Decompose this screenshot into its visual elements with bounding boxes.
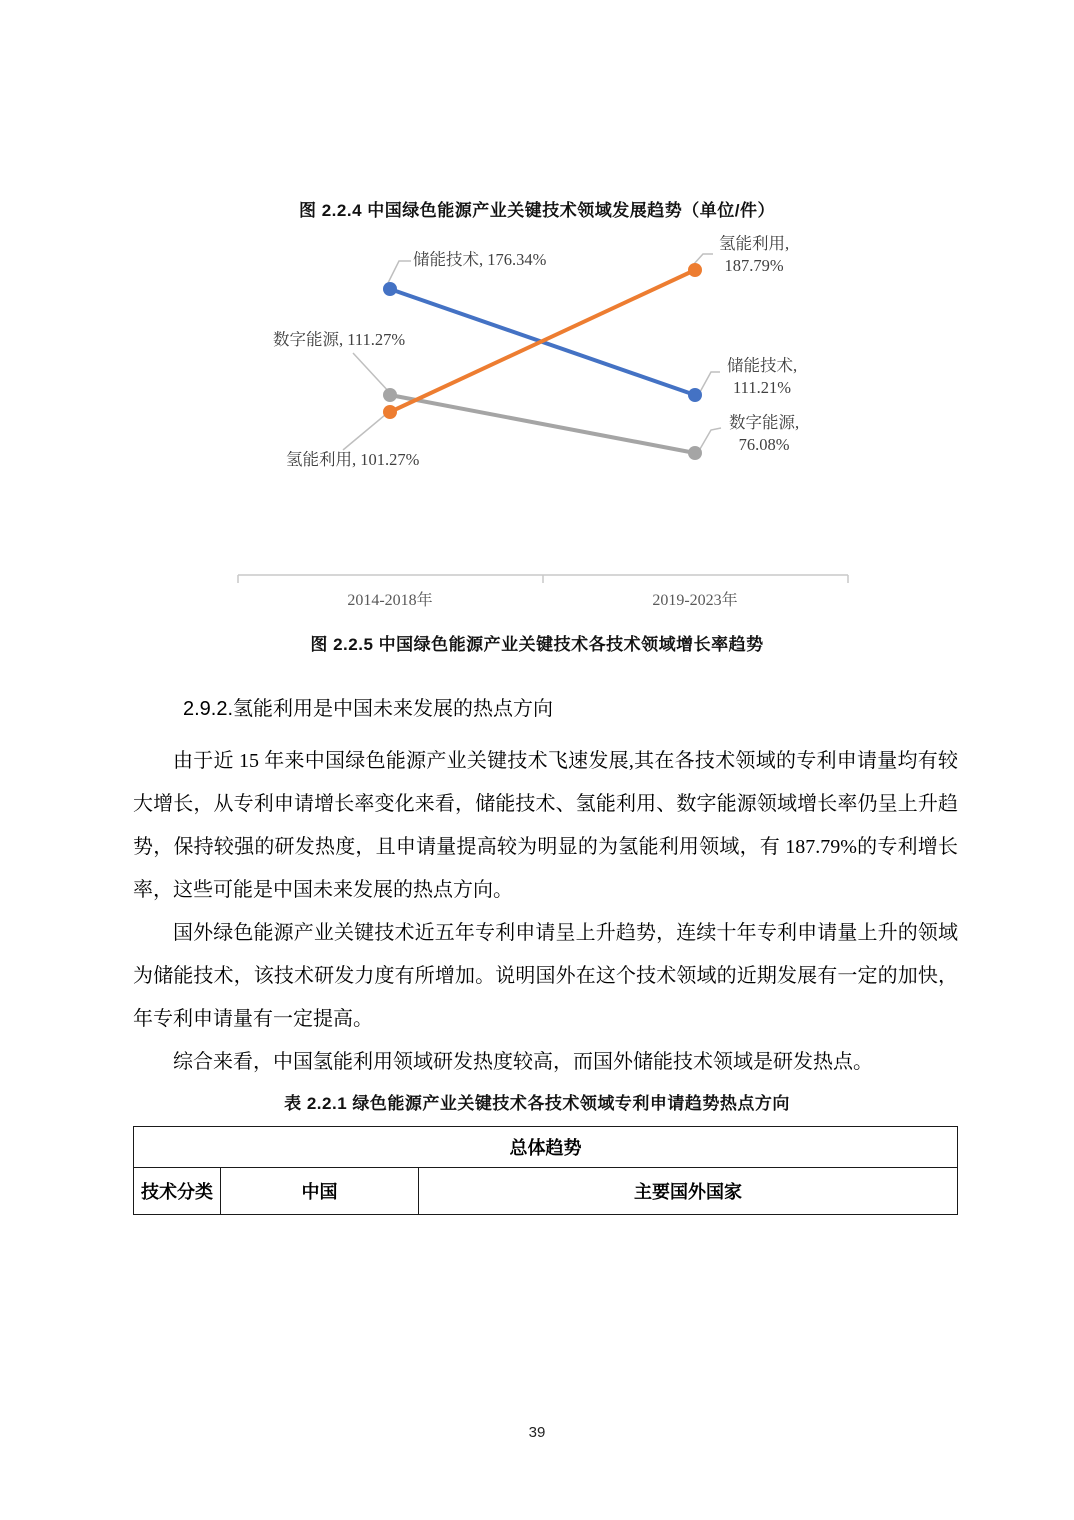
series-marker-数字能源 [383, 388, 397, 402]
series-marker-储能技术 [688, 388, 702, 402]
data-label-storage-2019-name: 储能技术, [726, 356, 798, 375]
figure-224-caption: 图 2.2.4 中国绿色能源产业关键技术领域发展趋势（单位/件） [299, 201, 775, 220]
growth-trend-chart [133, 233, 958, 633]
data-label-storage-2019 [706, 355, 818, 399]
x-axis-label-2014-2018: 2014-2018年 [347, 592, 433, 609]
table-221-caption: 表 2.2.1 绿色能源产业关键技术各技术领域专利申请趋势热点方向 [284, 1094, 790, 1113]
series-marker-数字能源 [688, 446, 702, 460]
paragraph-foreign-trend: 国外绿色能源产业关键技术近五年专利申请呈上升趋势，连续十年专利申请量上升的领域为储能技术，该技术研发力度有所增加。说明国外在这个技术领域的近期发展有一定的加快，年专利申请量有一定提高。 [133, 922, 958, 1030]
data-label-hydrogen-2019-name: 氢能利用, [718, 234, 790, 253]
data-label-digital-2019-name: 数字能源, [728, 413, 800, 432]
table-row-merged-header [134, 1127, 958, 1168]
data-label-storage-2014: 储能技术, 176.34% [413, 250, 547, 269]
section-heading-292: 2.9.2.氢能利用是中国未来发展的热点方向 [183, 698, 554, 720]
series-marker-氢能利用 [383, 405, 397, 419]
x-axis [238, 575, 848, 583]
data-label-digital-2019-value: 76.08% [738, 435, 790, 454]
table-col-category: 技术分类 [134, 1168, 221, 1215]
x-axis-label-2019-2023: 2019-2023年 [652, 592, 738, 609]
series-line-数字能源 [390, 395, 695, 453]
table-row-column-headers [134, 1168, 958, 1215]
table-col-china: 中国 [221, 1168, 419, 1215]
series-marker-储能技术 [383, 282, 397, 296]
table-merged-header-cell: 总体趋势 [134, 1127, 958, 1168]
series-line-氢能利用 [390, 270, 695, 412]
data-label-digital-2019 [710, 412, 818, 456]
page-number: 39 [528, 1424, 546, 1441]
paragraph-summary: 综合来看，中国氢能利用领域研发热度较高，而国外储能技术领域是研发热点。 [173, 1051, 873, 1073]
data-label-hydrogen-2019 [698, 233, 810, 277]
data-label-storage-2019-value: 111.21% [733, 378, 791, 397]
figure-225-caption: 图 2.2.5 中国绿色能源产业关键技术各技术领域增长率趋势 [310, 635, 764, 654]
data-label-hydrogen-2019-value: 187.79% [724, 256, 784, 275]
trend-chart-svg [133, 233, 958, 633]
table-col-foreign: 主要国外国家 [419, 1168, 958, 1215]
trend-hotspot-table [133, 1126, 958, 1215]
data-label-digital-2014: 数字能源, 111.27% [273, 330, 406, 349]
paragraph-china-trend: 由于近 15 年来中国绿色能源产业关键技术飞速发展,其在各技术领域的专利申请量均有较大增长，从专利申请增长率变化来看，储能技术、氢能利用、数字能源领域增长率仍呈上升趋势，保持较强的研发热度，且申请量提高较为明显的为氢能利用领域，有 187.79%的专利增长率，这些可能是中国未来发展的热点方向。 [133, 750, 958, 901]
data-label-hydrogen-2014: 氢能利用, 101.27% [286, 450, 420, 469]
